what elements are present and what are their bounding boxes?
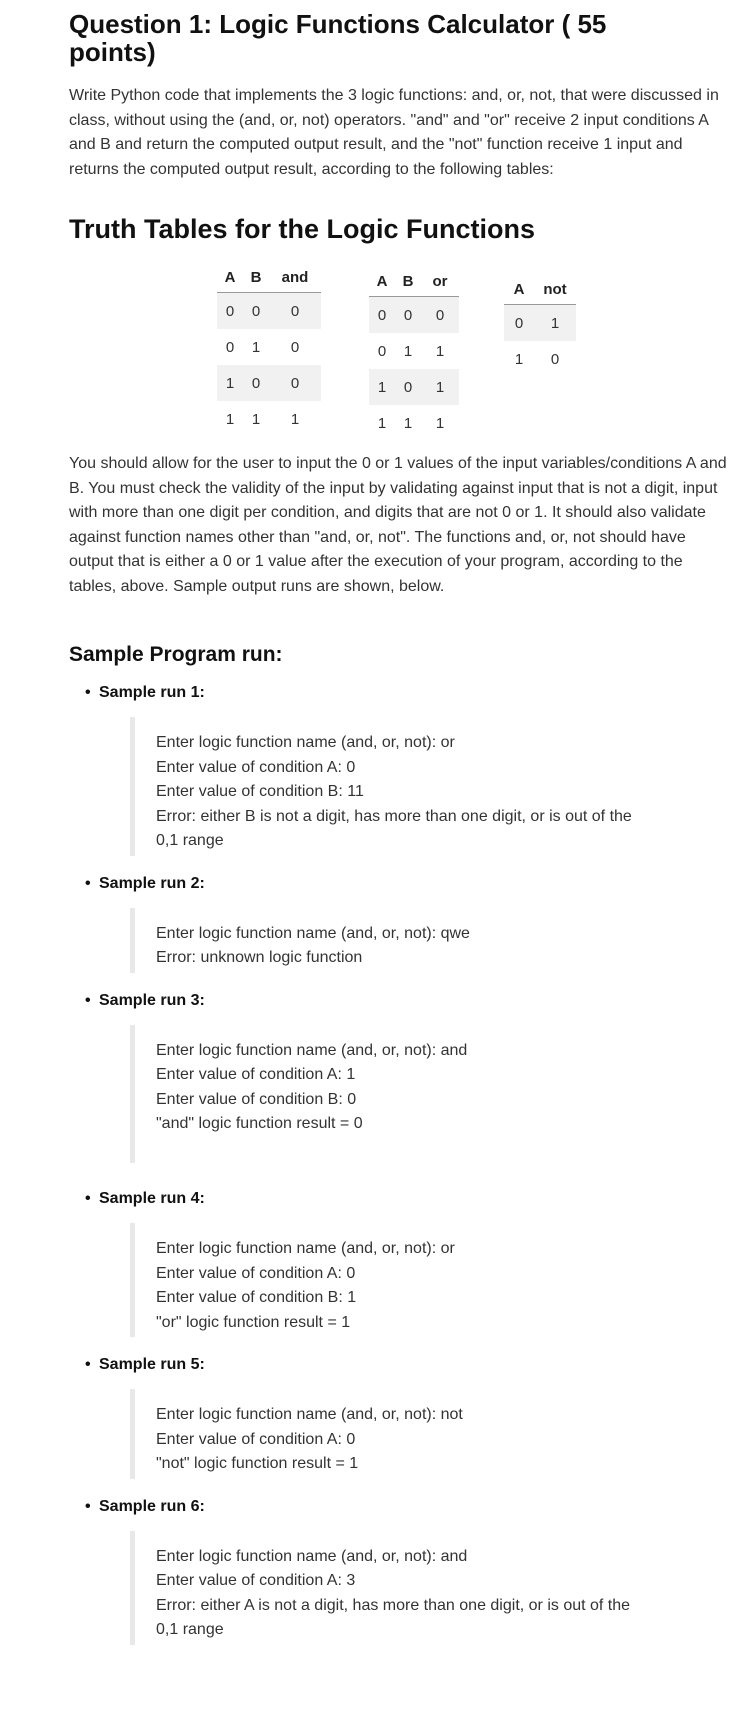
output-line: Enter logic function name (and, or, not): and [156,1547,468,1565]
table-cell: 1 [435,414,445,432]
output-line: Enter value of condition A: 1 [156,1066,356,1083]
sample-output-block [130,908,656,973]
page-title: Question 1: Logic Functions Calculator ( 55 points) [69,9,607,67]
sample-output-block [130,1025,656,1164]
sample-run-title [69,874,729,894]
table-row [217,401,321,437]
bullet-icon: • [85,1190,91,1207]
sample-runs-heading: Sample Program run: [69,643,283,666]
table-cell: 0 [290,338,300,356]
table-cell: 1 [403,414,413,432]
or-truth-table [369,266,459,441]
sample-run-title [69,1355,729,1375]
sample-output-block [130,1531,656,1645]
sample-output-block [130,1223,656,1337]
table-cell: 1 [369,369,395,405]
table-cell: 1 [377,414,387,432]
table-cell: 0 [243,293,269,330]
table-cell: 0 [369,297,395,334]
table-cell: 1 [534,305,576,342]
table-row [217,293,321,330]
output-line: Enter value of condition B: 0 [156,1090,357,1108]
output-line: "and" logic function result = 0 [156,1115,363,1132]
bullet-icon: • [85,1497,91,1515]
output-line: Enter value of condition B: 1 [156,1289,357,1306]
table-cell: 0 [550,350,560,368]
and-truth-table [217,262,321,437]
list-item [69,1355,729,1479]
table-cell: 1 [435,342,445,360]
table-header: B [395,266,421,297]
sample-runs-list [69,683,729,1645]
table-cell: 1 [251,338,261,356]
table-row [217,365,321,401]
output-line: Enter logic function name (and, or, not): and [156,1041,468,1059]
table-header: or [421,266,459,297]
bullet-icon: • [85,991,91,1009]
table-row [369,369,459,405]
sample-run-title [69,1189,729,1209]
output-line: Enter value of condition A: 0 [156,1264,356,1282]
sample-run-label: Sample run 1: [99,684,205,701]
sample-run-label: Sample run 2: [99,874,205,892]
output-line: Enter value of condition A: 0 [156,1430,356,1448]
validation-paragraph: You should allow for the user to input the 0 or 1 values of the input variables/conditions A and B. You must check the validity of the input by validating against input that is not a digit, input with more than one digit per condition, and digits that are not 0 or 1. It should also validate against function names other than "and, or, not". The functions and, or, not should have output that is either a 0 or 1 value after the execution of your program, according to the tables, above. Sample output runs are shown, below. [69,455,727,595]
table-cell: 1 [290,410,300,428]
table-row [504,305,576,342]
table-cell: 0 [377,342,387,360]
sample-run-label: Sample run 5: [99,1356,205,1373]
bullet-icon: • [85,684,91,701]
truth-tables-heading: Truth Tables for the Logic Functions [69,214,536,244]
output-line: Enter value of condition A: 3 [156,1572,356,1589]
sample-output-block [130,1389,656,1479]
table-row [369,297,459,334]
output-line: Enter logic function name (and, or, not): qwe [156,924,470,942]
table-header: A [217,262,243,293]
sample-run-label: Sample run 3: [99,991,205,1009]
output-line: Enter value of condition B: 11 [156,783,364,800]
table-cell: 1 [217,365,243,401]
table-header: not [534,274,576,305]
output-line: Enter logic function name (and, or, not): or [156,734,455,751]
output-line: "not" logic function result = 1 [156,1455,359,1472]
output-line: Error: unknown logic function [156,949,363,966]
table-header: and [269,262,321,293]
table-cell: 0 [217,293,243,330]
table-row [504,341,576,377]
output-line: "or" logic function result = 1 [156,1313,351,1331]
bullet-icon: • [85,1356,91,1373]
table-cell: 0 [421,297,459,334]
table-cell: 1 [514,350,524,368]
table-cell: 0 [243,365,269,401]
output-line: Enter logic function name (and, or, not): or [156,1240,455,1257]
table-cell: 1 [403,342,413,360]
intro-paragraph: Write Python code that implements the 3 logic functions: and, or, not, that were discussed in class, without using the (and, or, not) operators. "and" and "or" receive 2 input conditions A and B and return the computed output result, and the "not" function receive 1 input and returns the computed output result, according to the following tables: [69,87,719,178]
table-row [369,405,459,441]
bullet-icon: • [85,874,91,892]
table-header: B [243,262,269,293]
output-line: Enter logic function name (and, or, not): not [156,1406,463,1423]
sample-run-label: Sample run 6: [99,1497,205,1515]
table-cell: 1 [421,369,459,405]
table-cell: 0 [504,305,534,342]
output-line: Error: either A is not a digit, has more than one digit, or is out of the 0,1 range [156,1596,631,1638]
sample-run-title [69,1497,729,1517]
table-cell: 0 [395,297,421,334]
list-item [69,1497,729,1645]
list-item [69,991,729,1164]
list-item [69,683,729,856]
table-cell: 1 [251,410,261,428]
list-item [69,874,729,973]
sample-run-label: Sample run 4: [99,1190,205,1207]
table-cell: 0 [269,365,321,401]
list-item [69,1189,729,1337]
output-line: Enter value of condition A: 0 [156,758,356,776]
truth-tables [69,262,729,452]
table-row [217,329,321,365]
output-line: Error: either B is not a digit, has more than one digit, or is out of the 0,1 range [156,807,632,849]
sample-output-block [130,717,656,856]
sample-run-title [69,991,729,1011]
sample-run-title [69,683,729,703]
table-cell: 1 [225,410,235,428]
document [0,10,729,1645]
table-header: A [369,266,395,297]
not-truth-table [504,274,576,377]
table-cell: 0 [395,369,421,405]
table-cell: 0 [269,293,321,330]
table-row [369,333,459,369]
table-cell: 0 [225,338,235,356]
output-line [156,1137,656,1162]
table-header: A [504,274,534,305]
